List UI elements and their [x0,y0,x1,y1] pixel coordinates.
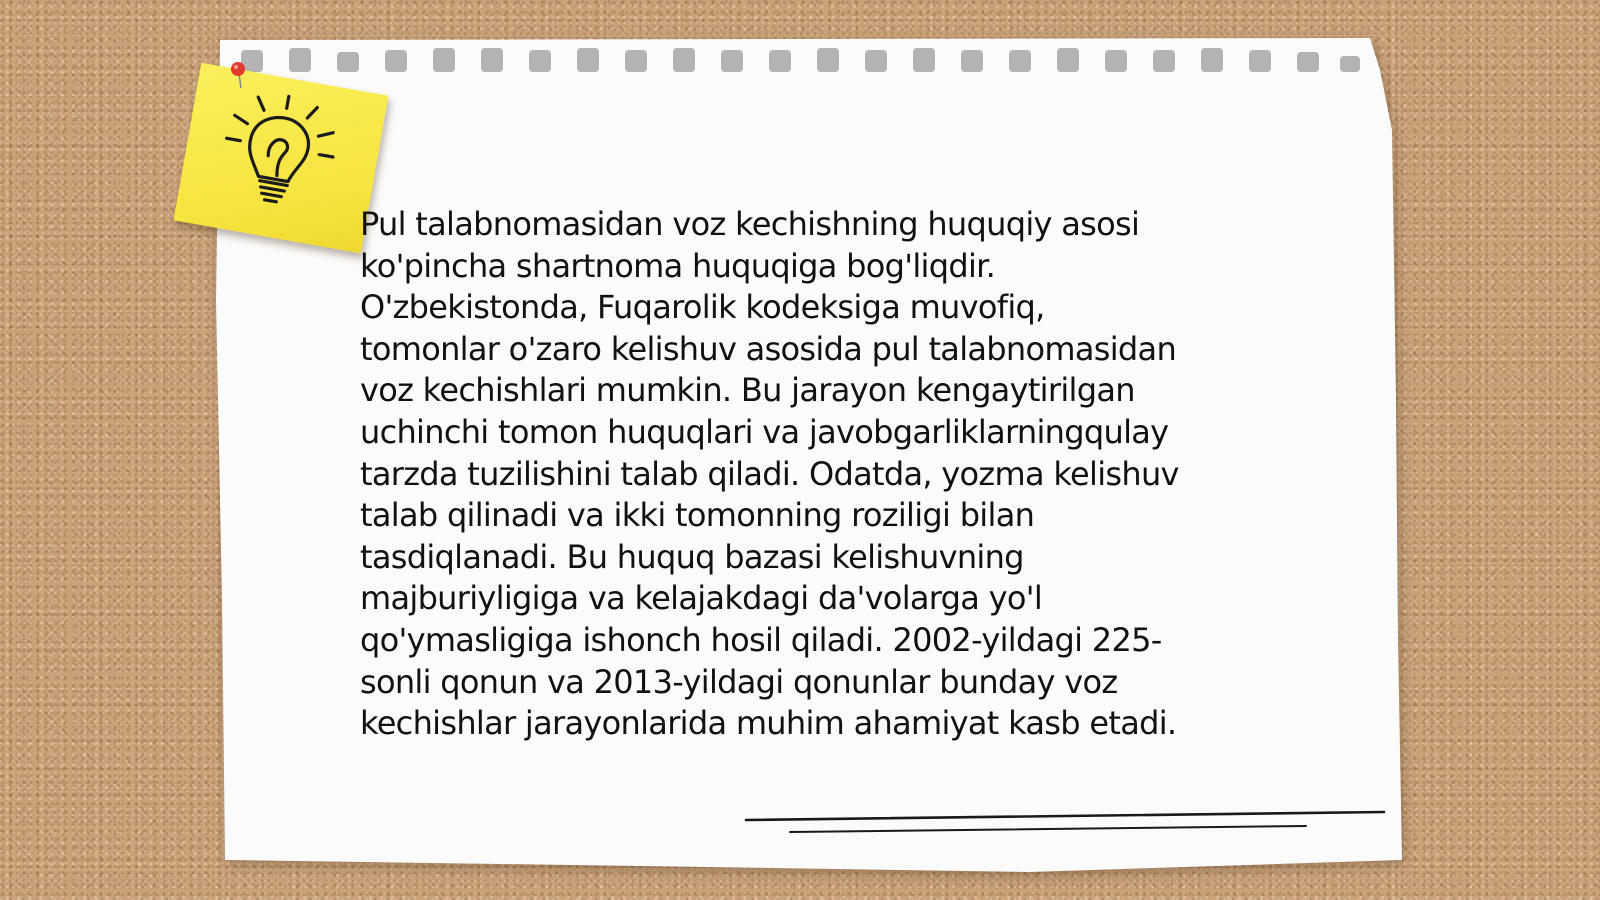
note-line: kechishlar jarayonlarida muhim ahamiyat kasb etadi. [360,704,1177,743]
note-line: majburiyligiga va kelajakdagi da'volarga yo'l [360,579,1043,618]
note-body-text [360,204,1240,745]
note-line: tomonlar o'zaro kelishuv asosida pul talabnomasidan [360,329,1177,368]
note-line: Pul talabnomasidan voz kechishning huquqiy asosi [360,205,1140,243]
note-line: talab qilinadi va ikki tomonning roziligi bilan [360,496,1035,535]
note-line: voz kechishlari mumkin. Bu jarayon kengaytirilgan [360,371,1135,410]
note-line: ko'pincha shartnoma huquqiga bog'liqdir. [360,246,996,285]
note-line: tarzda tuzilishini talab qiladi. Odatda, yozma kelishuv [360,454,1179,493]
note-line: O'zbekistonda, Fuqarolik kodeksiga muvofiq, [360,288,1045,327]
signature-lines [740,800,1390,840]
note-line: tasdiqlanadi. Bu huquq bazasi kelishuvning [360,537,1024,576]
note-line: qo'ymasligiga ishonch hosil qiladi. 2002-yildagi 225- [360,620,1162,659]
sticky-note [174,63,389,254]
note-line: uchinchi tomon huquqlari va javobgarliklarningqulay [360,412,1169,451]
note-line: sonli qonun va 2013-yildagi qonunlar bunday voz [360,662,1118,701]
pushpin-icon [230,60,248,90]
lightbulb-icon [205,77,356,228]
